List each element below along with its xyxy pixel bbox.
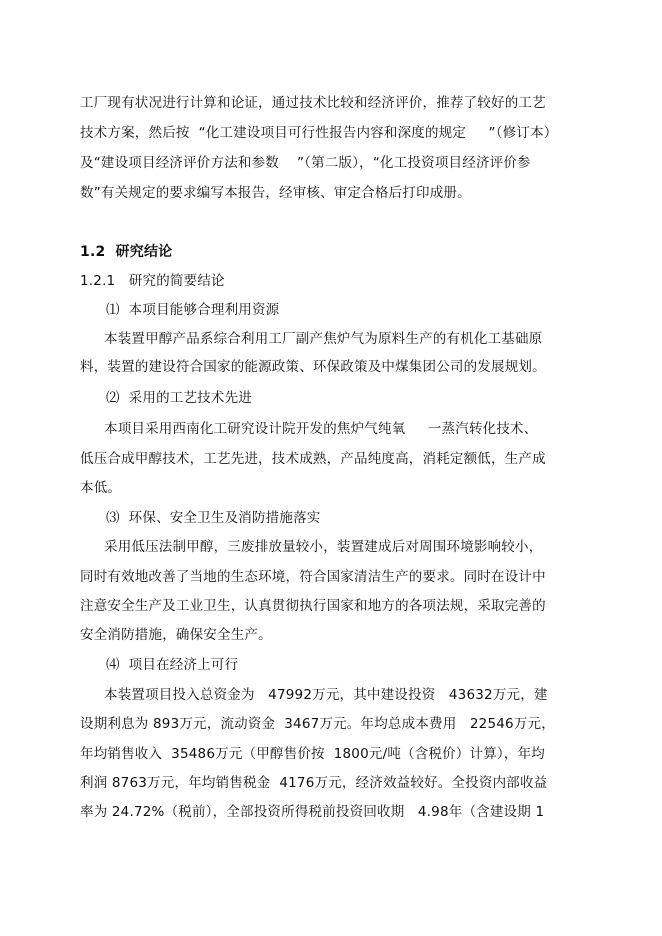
item-2-title: ⑵ 采用的工艺技术先进	[106, 390, 252, 406]
item-2-line-1: 本项目采用西南化工研究设计院开发的焦炉气纯氧 一蒸汽转化技术、	[104, 421, 538, 437]
item-4-title: ⑷ 项目在经济上可行	[106, 657, 239, 673]
intro-line-3: 及“建设项目经济评价方法和参数 ”（第二版），“化工投资项目经济评价参	[80, 155, 531, 171]
item-4-line-1: 本装置项目投入总资金为 47992万元，其中建设投资 43632万元，建	[104, 687, 548, 703]
item-4-line-2: 设期利息为 893万元，流动资金 3467万元。年均总成本费用 22546万元，	[80, 716, 555, 732]
item-3-line-1: 采用低压法制甲醇，三废排放量较小，装置建成后对周围环境影响较小，	[104, 539, 543, 555]
intro-line-1: 工厂现有状况进行计算和论证，通过技术比较和经济评价，推荐了较好的工艺	[80, 95, 546, 111]
item-3-line-3: 注意安全生产及工业卫生，认真贯彻执行国家和地方的各项法规，采取完善的	[80, 598, 546, 614]
intro-line-4: 数”有关规定的要求编写本报告，经审核、审定合格后打印成册。	[80, 185, 471, 201]
item-2-line-2: 低压合成甲醇技术，工艺先进，技术成熟，产品纯度高，消耗定额低，生产成	[80, 451, 546, 467]
item-3-line-2: 同时有效地改善了当地的生态环境，符合国家清洁生产的要求。同时在设计中	[80, 569, 546, 585]
item-1-line-2: 料，装置的建设符合国家的能源政策、环保政策及中煤集团公司的发展规划。	[80, 359, 546, 375]
item-4-line-5: 率为 24.72%（税前），全部投资所得税前投资回收期 4.98年（含建设期 1	[80, 804, 545, 820]
item-3-line-4: 安全消防措施，确保安全生产。	[80, 627, 272, 643]
item-1-title: ⑴ 本项目能够合理利用资源	[106, 302, 280, 318]
item-4-line-4: 利润 8763万元，年均销售税金 4176万元，经济效益较好。全投资内部收益	[80, 775, 548, 791]
item-1-line-1: 本装置甲醇产品系综合利用工厂副产焦炉气为原料生产的有机化工基础原	[104, 331, 543, 347]
subsection-heading: 1.2.1 研究的简要结论	[80, 273, 225, 289]
item-4-line-3: 年均销售收入 35486万元（甲醇售价按 1800元/吨（含税价）计算），年均	[80, 746, 545, 762]
item-3-title: ⑶ 环保、安全卫生及消防措施落实	[106, 510, 321, 526]
item-2-line-3: 本低。	[80, 480, 122, 496]
section-heading: 1.2 研究结论	[80, 244, 173, 260]
intro-line-2: 技术方案，然后按 “化工建设项目可行性报告内容和深度的规定 ”（修订本）	[80, 125, 558, 141]
